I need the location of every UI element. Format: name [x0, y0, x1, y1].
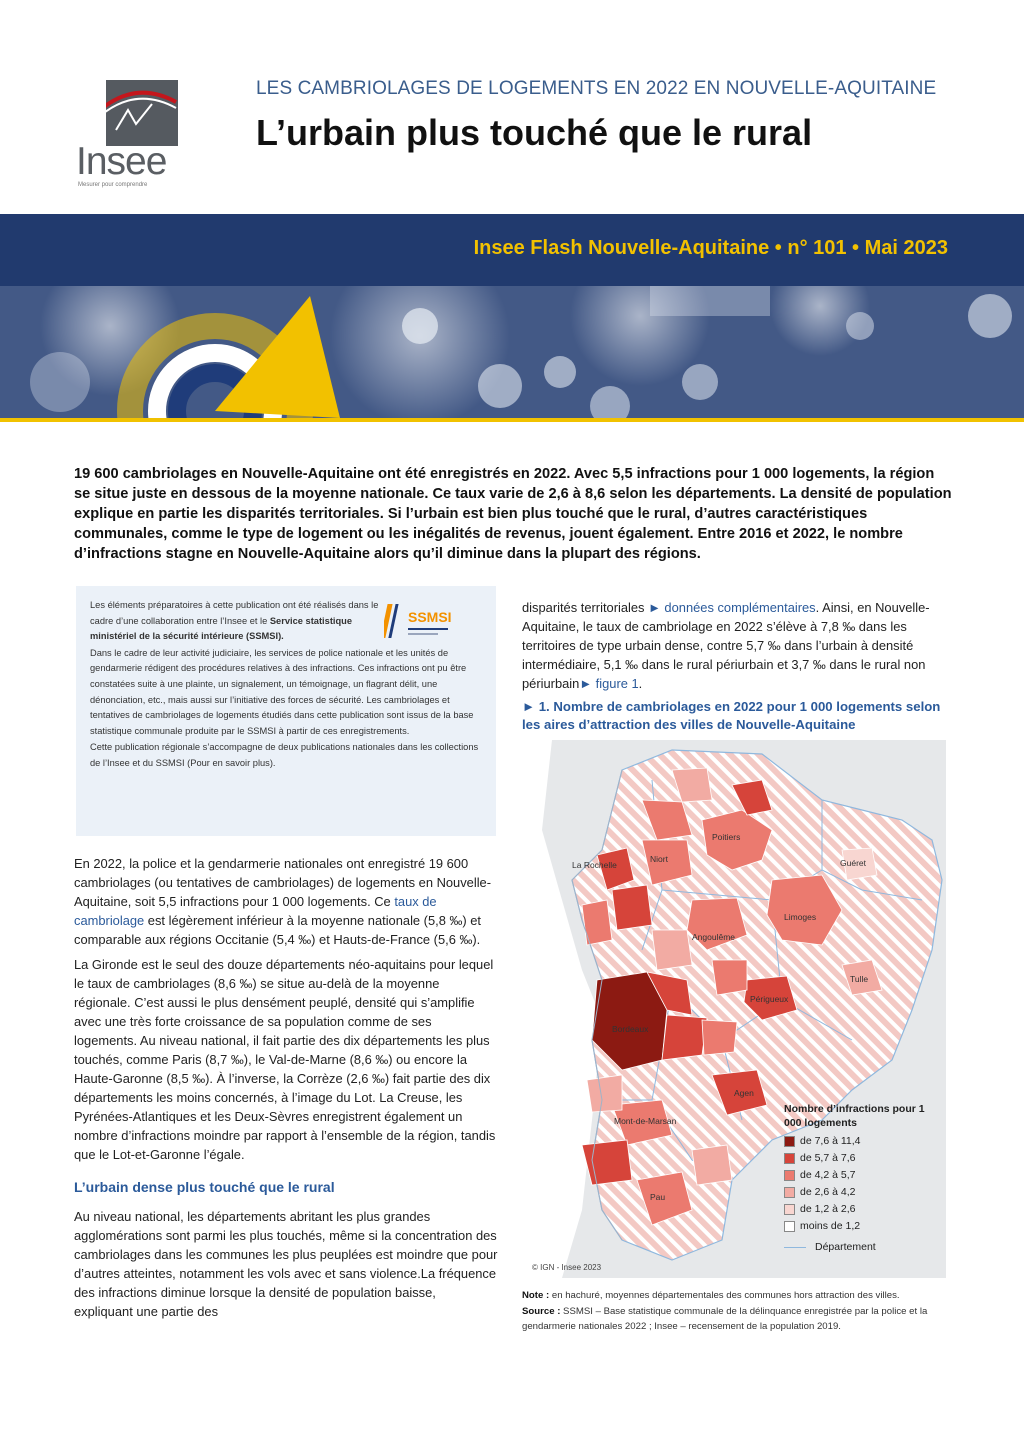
legend-item-department	[784, 1239, 934, 1256]
figure-notes	[522, 1288, 946, 1335]
kicker: LES CAMBRIOLAGES DE LOGEMENTS EN 2022 EN NOUVELLE-AQUITAINE	[256, 78, 937, 99]
link-taux-cambriolage[interactable]: taux de cambriolage	[74, 894, 437, 928]
city-label: Périgueux	[750, 994, 789, 1004]
legend-item	[784, 1184, 934, 1201]
map-credit: © IGN - Insee 2023	[532, 1263, 602, 1272]
source	[522, 1304, 946, 1335]
right-column	[522, 598, 946, 693]
info-box	[76, 586, 496, 836]
map-legend	[784, 1102, 934, 1256]
legend-item	[784, 1150, 934, 1167]
legend-swatch	[784, 1153, 795, 1164]
city-label: Mont-de-Marsan	[614, 1116, 677, 1126]
insee-logo	[76, 78, 180, 190]
series-label: Insee Flash Nouvelle-Aquitaine • n° 101 • Mai 2023	[473, 237, 948, 259]
right-p1-a: disparités territoriales	[522, 600, 649, 615]
note	[522, 1288, 946, 1304]
city-label: Niort	[650, 854, 668, 864]
legend-label: de 2,6 à 4,2	[800, 1186, 856, 1198]
figure-title: ► 1. Nombre de cambriolages en 2022 pour 1 000 logements selon les aires d’attraction des villes de Nouvelle-Aquitaine	[522, 699, 941, 732]
legend-item	[784, 1218, 934, 1235]
source-label: Source :	[522, 1305, 561, 1317]
city-label: Limoges	[784, 912, 817, 922]
city-label: Tulle	[850, 974, 869, 984]
note-text: en hachuré, moyennes départementales des communes hors attraction des villes.	[549, 1290, 900, 1301]
link-figure-1[interactable]: ► figure 1	[579, 676, 639, 691]
city-label: Pau	[650, 1192, 666, 1202]
left-column	[74, 854, 498, 1327]
info-box-p1-text: Les éléments préparatoires à cette publication ont été réalisés dans le cadre d’une collaboration entre l’Insee et le	[90, 600, 379, 626]
info-box-p3: Cette publication régionale s’accompagne de deux publications nationales dans les collections de l’Insee et du SSMSI (Pour en savoir plus).	[90, 742, 479, 768]
legend-label: moins de 1,2	[800, 1220, 861, 1232]
page-title: L’urbain plus touché que le rural	[256, 112, 813, 153]
department-line-swatch	[784, 1247, 806, 1248]
legend-swatch	[784, 1204, 795, 1215]
source-text: SSMSI – Base statistique communale de la délinquance enregistrée par la police et la gendarmerie nationales 2022 ; Insee – recensement de la population 2019.	[522, 1305, 928, 1333]
left-p3: Au niveau national, les départements abritant les plus grandes agglomérations sont parmi les plus touchés, même si la concentration des cambriolages dans les communes les plus peuplées est moindre que pour d’autres atteintes, notamment les vols avec et sans violence.La fréquence des infractions diminue lorsque la densité de population baisse, expliquant une partie des	[74, 1209, 498, 1319]
legend-swatch	[784, 1221, 795, 1232]
choropleth-map	[522, 740, 946, 1278]
city-label: Poitiers	[712, 832, 741, 842]
insee-logo-word: Insee	[76, 140, 167, 183]
legend-swatch	[784, 1136, 795, 1147]
city-label: La Rochelle	[572, 860, 617, 870]
legend-label: de 7,6 à 11,4	[800, 1135, 861, 1147]
svg-text:SSMSI: SSMSI	[408, 609, 452, 625]
hero-underline	[0, 418, 1024, 422]
legend-swatch	[784, 1187, 795, 1198]
lead-paragraph: 19 600 cambriolages en Nouvelle-Aquitaine ont été enregistrés en 2022. Avec 5,5 infractions pour 1 000 logements, la région se situe juste en dessous de la moyenne nationale. Ce taux varie de 2,6 à 8,6 selon les départements. La densité de population explique en partie les disparités territoriales. Si l’urbain est bien plus touché que le rural, d’autres caractéristiques communales, comme le type de logement ou les inégalités de revenus, jouent également. Entre 2016 et 2022, le nombre d’infractions stagne en Nouvelle-Aquitaine alors qu’il diminue dans la plupart des régions.	[74, 466, 952, 562]
ssmsi-logo	[384, 602, 478, 642]
legend-label: Département	[815, 1241, 876, 1253]
link-donnees-complementaires[interactable]: ► données complémentaires	[648, 600, 816, 615]
left-p1-a: En 2022, la police et la gendarmerie nationales ont enregistré 19 600 cambriolages (ou tentatives de cambriolages) de logements en Nouvelle-Aquitaine, soit 5,5 infractions pour 1 000 logements. Ce	[74, 856, 492, 909]
legend-label: de 5,7 à 7,6	[800, 1152, 856, 1164]
info-box-p2: Dans le cadre de leur activité judiciaire, les services de police nationale et les unités de gendarmerie rédigent des procédures relatives à des infractions. Ces infractions ont pu être constatées suite à une plainte, un signalement, un témoignage, un flagrant délit, une dénonciation, etc., mais aussi sur l’initiative des forces de sécurité. Les cambriolages et tentatives de cambriolages de logements étudiés dans cette publication sont issus de la base statistique communale produite par le SSMSI à partir de ces enregistrements.	[90, 647, 474, 736]
note-label: Note :	[522, 1290, 550, 1301]
legend-item	[784, 1201, 934, 1218]
right-p1	[522, 598, 946, 693]
section-heading: L’urbain dense plus touché que le rural	[74, 1179, 335, 1195]
legend-swatch	[784, 1170, 795, 1181]
info-box-p1	[90, 598, 380, 645]
info-box-ssmsi-name: Service statistique ministériel de la sécurité intérieure (SSMSI).	[90, 615, 353, 642]
insee-logo-tagline: Mesurer pour comprendre	[78, 182, 148, 188]
hero-image	[0, 286, 1024, 418]
city-label: Agen	[734, 1088, 754, 1098]
right-p1-b: . Ainsi, en Nouvelle-Aquitaine, le taux de cambriolage en 2022 s’élève à 7,8 ‰ dans les territoires de type urbain dense, contre 5,7 ‰ dans l’urbain à densité intermédiaire, 5,1 ‰ dans le rural périurbain et 3,7 ‰ dans le rural non périurbain	[522, 600, 930, 691]
legend-item	[784, 1133, 934, 1150]
legend-label: de 4,2 à 5,7	[800, 1169, 856, 1181]
insee-logo-mark	[106, 80, 178, 146]
legend-title: Nombre d’infractions pour 1 000 logements	[784, 1103, 925, 1129]
city-label: Angoulême	[692, 932, 736, 942]
city-label: Bordeaux	[612, 1024, 649, 1034]
city-label: Guéret	[840, 858, 866, 868]
legend-item	[784, 1167, 934, 1184]
legend-label: de 1,2 à 2,6	[800, 1203, 856, 1215]
left-p2: La Gironde est le seul des douze départements néo-aquitains pour lequel le taux de cambriolages (8,6 ‰) se situe au-delà de la moyenne régionale. C’est aussi le plus densément peuplé, densité qui s’amplifie avec une très forte croissance de sa population comme de ses logements. Au niveau national, il fait partie des dix départements les plus touchés, comme Paris (8,7 ‰), le Val-de-Marne (8,6 ‰) ou encore la Haute-Garonne (8,5 ‰). À l’inverse, la Corrèze (2,6 ‰) fait partie des dix départements les moins concernés, à l’image du Lot. La Creuse, les Pyrénées-Atlantiques et les Deux-Sèvres enregistrent également un nombre d’infractions moindre par rapport à l’ensemble de la région, tandis que le Lot-et-Garonne l’égale.	[74, 957, 496, 1162]
left-p1-b: est légèrement inférieur à la moyenne nationale (5,8 ‰) et comparable aux régions Occitanie (5,4 ‰) et Hauts-de-France (5,6 ‰).	[74, 913, 481, 947]
right-p1-c: .	[638, 676, 643, 691]
left-p1	[74, 854, 498, 949]
